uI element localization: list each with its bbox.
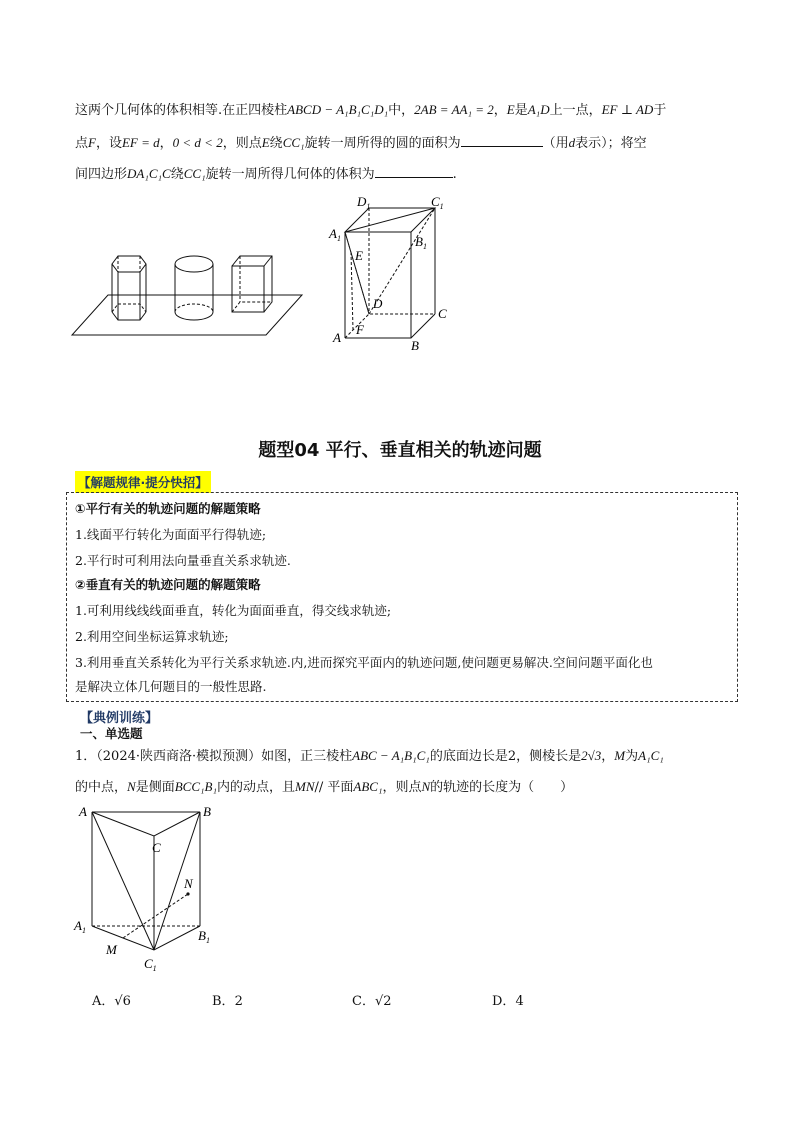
text: 点 bbox=[75, 136, 89, 151]
math-var: N bbox=[127, 779, 136, 794]
segment-da1 bbox=[345, 232, 369, 314]
label-c: C bbox=[438, 306, 447, 321]
text: 绕 bbox=[170, 167, 184, 182]
answer-blank-2[interactable] bbox=[375, 165, 453, 178]
text: 这两个几何体的体积相等.在正四棱柱 bbox=[75, 103, 288, 118]
text: ，则点 bbox=[382, 780, 422, 795]
math-quad: DA₁C₁C bbox=[127, 166, 171, 181]
text: 为 bbox=[625, 749, 639, 764]
option-value: 2 bbox=[234, 994, 243, 1009]
cube-shape bbox=[232, 256, 272, 312]
label-a1: $A_1$ bbox=[74, 918, 86, 935]
option-label: D． bbox=[492, 994, 516, 1009]
text: 旋转一周所得几何体的体积为 bbox=[205, 167, 375, 182]
label-a: A bbox=[79, 804, 87, 819]
plane-shape bbox=[72, 295, 302, 335]
math-var: E bbox=[506, 102, 515, 117]
label-a: A bbox=[333, 330, 341, 345]
math-seg: A₁C₁ bbox=[638, 748, 664, 763]
top-face bbox=[92, 812, 200, 836]
label-n: N bbox=[184, 876, 193, 891]
text: 的底面边长是2，侧棱长是 bbox=[429, 749, 582, 764]
math-seg: MN bbox=[294, 779, 315, 794]
segment-mn bbox=[123, 894, 188, 938]
intro-line-3 bbox=[75, 164, 457, 185]
square-prism-figure bbox=[325, 192, 455, 352]
subsection-title: 一、单选题 bbox=[80, 726, 143, 741]
question-line-2 bbox=[75, 777, 573, 798]
text: 上一点， bbox=[549, 103, 602, 118]
option-value: 4 bbox=[515, 994, 524, 1009]
label-c: C bbox=[152, 840, 161, 855]
method-box bbox=[66, 492, 738, 702]
text: 间四边形 bbox=[75, 167, 128, 182]
cylinder-shape bbox=[175, 256, 213, 320]
point-n bbox=[186, 892, 189, 895]
label-b1: $B_1$ bbox=[198, 928, 210, 945]
hexagonal-prism-shape bbox=[112, 256, 146, 320]
text: ， bbox=[601, 749, 615, 764]
text: // 平面 bbox=[314, 780, 354, 795]
option-a[interactable] bbox=[92, 990, 131, 1009]
label-b: B bbox=[203, 804, 211, 819]
method-item: 3.利用垂直关系转化为平行关系求轨迹.内,进而探究平面内的轨迹问题,使问题更易解决.空间问题平面化也 bbox=[75, 655, 653, 670]
answer-blank-1[interactable] bbox=[461, 134, 543, 147]
math-seg: A₁D bbox=[527, 102, 550, 117]
intro-line-2 bbox=[75, 133, 647, 154]
text: 是侧面 bbox=[135, 780, 175, 795]
text: ，设 bbox=[95, 136, 122, 151]
option-c[interactable] bbox=[352, 990, 392, 1009]
math-prism: ABC − A₁B₁C₁ bbox=[352, 748, 430, 763]
text: 的轨迹的长度为（ ） bbox=[430, 780, 574, 795]
option-label: B． bbox=[212, 994, 235, 1009]
option-label: C． bbox=[352, 994, 375, 1009]
text: （用 bbox=[542, 136, 569, 151]
text: 中， bbox=[388, 103, 415, 118]
label-c1: $C_1$ bbox=[431, 194, 444, 211]
math-plane: ABC₁ bbox=[353, 779, 383, 794]
label-d1: $D_1$ bbox=[357, 194, 371, 211]
text: 的中点， bbox=[75, 780, 128, 795]
examples-tag: 【典例训练】 bbox=[80, 711, 159, 726]
label-f: F bbox=[356, 322, 364, 337]
math-var: E bbox=[261, 135, 270, 150]
text: 表示）；将空 bbox=[575, 136, 647, 151]
text: ，则点 bbox=[222, 136, 262, 151]
intro-line-1 bbox=[75, 100, 666, 121]
method-heading-parallel: ①平行有关的轨迹问题的解题策略 bbox=[75, 501, 261, 516]
label-c1: $C_1$ bbox=[144, 956, 157, 973]
method-tag: 【解题规律·提分快招】 bbox=[75, 471, 211, 493]
math-var: F bbox=[88, 135, 96, 150]
math-seg: CC₁ bbox=[282, 135, 305, 150]
method-heading-perpendicular: ②垂直有关的轨迹问题的解题策略 bbox=[75, 577, 261, 592]
method-item: 2.利用空间坐标运算求轨迹; bbox=[75, 629, 229, 644]
section-title: 题型04 平行、垂直相关的轨迹问题 bbox=[258, 440, 542, 461]
option-label: A． bbox=[92, 994, 115, 1009]
math-prism: ABCD − A₁B₁C₁D₁ bbox=[287, 102, 389, 117]
label-b: B bbox=[411, 338, 419, 352]
math-ineq: 0 < d < 2 bbox=[172, 135, 223, 150]
text: 旋转一周所得的圆的面积为 bbox=[304, 136, 461, 151]
math-eq: EF = d bbox=[121, 135, 160, 150]
label-b1: $B_1$ bbox=[415, 234, 427, 251]
method-item: 是解决立体几何题目的一般性思路. bbox=[75, 679, 267, 694]
text: 是 bbox=[514, 103, 528, 118]
label-a1: $A_1$ bbox=[329, 226, 341, 243]
text: ， bbox=[159, 136, 173, 151]
option-b[interactable] bbox=[212, 990, 243, 1009]
text: . bbox=[452, 167, 457, 182]
label-m: M bbox=[106, 942, 117, 957]
math-seg: CC₁ bbox=[183, 166, 206, 181]
math-var: d bbox=[568, 135, 576, 150]
math-var: M bbox=[614, 748, 626, 763]
math-perp: EF ⊥ AD bbox=[601, 102, 654, 117]
solids-on-plane-figure bbox=[70, 240, 310, 340]
math-eq: 2AB = AA₁ = 2 bbox=[414, 102, 494, 117]
label-e: E bbox=[355, 248, 363, 263]
option-d[interactable] bbox=[492, 990, 524, 1009]
text: 绕 bbox=[269, 136, 283, 151]
math-var: N bbox=[421, 779, 431, 794]
math-face: BCC₁B₁ bbox=[174, 779, 217, 794]
text: ， bbox=[493, 103, 507, 118]
math-length: 2√3 bbox=[581, 748, 602, 763]
triangular-prism-figure bbox=[70, 800, 220, 980]
text: 于 bbox=[653, 103, 667, 118]
text: 内的动点，且 bbox=[216, 780, 295, 795]
option-value: √2 bbox=[374, 994, 392, 1009]
label-d: D bbox=[373, 296, 383, 311]
segment-ef bbox=[351, 252, 353, 330]
method-item: 1.可利用线线线面垂直，转化为面面垂直，得交线求轨迹; bbox=[75, 603, 392, 618]
method-item: 2.平行时可利用法向量垂直关系求轨迹. bbox=[75, 553, 291, 568]
option-value: √6 bbox=[114, 994, 131, 1009]
method-item: 1.线面平行转化为面面平行得轨迹; bbox=[75, 527, 267, 542]
question-line-1 bbox=[75, 746, 664, 767]
text: 1．（2024·陕西商洛·模拟预测）如图，正三棱柱 bbox=[75, 749, 353, 764]
diagonal-a1c1 bbox=[345, 208, 435, 232]
